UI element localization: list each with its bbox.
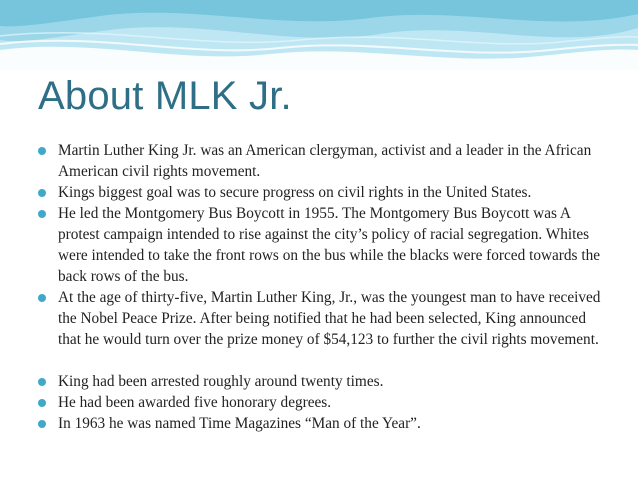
bullet-dot-icon (38, 399, 46, 407)
bullet-text: Martin Luther King Jr. was an American clergyman, activist and a leader in the African American civil rights movement. (58, 142, 592, 180)
bullet-text: He led the Montgomery Bus Boycott in 1955. The Montgomery Bus Boycott was A protest campaign intended to rise against the city’s policy of racial segregation. Whites were intended to take the front rows on the bus while the blacks were forced towards the back rows of the bus. (58, 205, 601, 285)
bullet-dot-icon (38, 147, 46, 155)
bullet-dot-icon (38, 294, 46, 302)
bullet-dot-icon (38, 189, 46, 197)
bullet-text: He had been awarded five honorary degrees. (58, 394, 332, 411)
bullet-item (36, 392, 606, 413)
bullet-text: At the age of thirty-five, Martin Luther King, Jr., was the youngest man to have received the Nobel Peace Prize. After being notified that he had been selected, King announced that he would turn over the prize money of $54,123 to further the civil rights movement. (58, 289, 601, 348)
bullet-item (36, 287, 606, 350)
bullet-dot-icon (38, 378, 46, 386)
bullet-item (36, 413, 606, 434)
bullet-item (36, 182, 606, 203)
bullet-text: King had been arrested roughly around twenty times. (58, 373, 384, 390)
bullet-item (36, 140, 606, 182)
bullet-text: In 1963 he was named Time Magazines “Man of the Year”. (58, 415, 421, 432)
bullet-item (36, 203, 606, 287)
bullet-text: Kings biggest goal was to secure progress on civil rights in the United States. (58, 184, 532, 201)
bullet-item (36, 371, 606, 392)
bullet-dot-icon (38, 210, 46, 218)
decorative-wave-banner (0, 0, 638, 70)
slide-title: About MLK Jr. (38, 74, 292, 118)
bullet-list (36, 140, 606, 434)
bullet-dot-icon (38, 420, 46, 428)
